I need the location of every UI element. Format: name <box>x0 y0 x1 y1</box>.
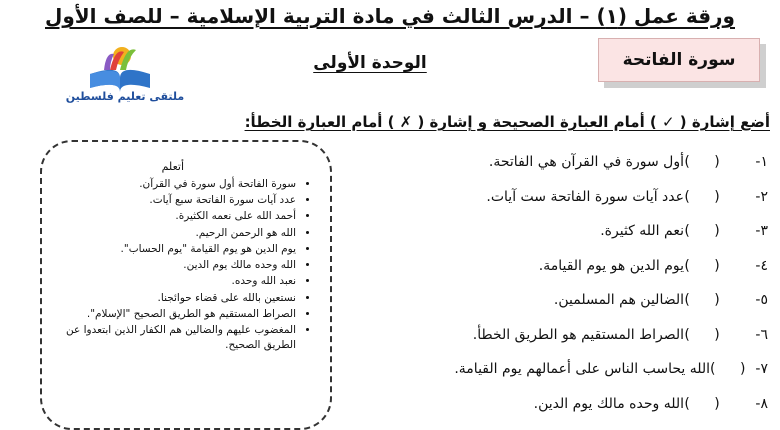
learn-item: • عدد آيات سورة الفاتحة سبع آيات. <box>52 193 296 208</box>
question-text: أول سورة في القرآن هي الفاتحة. <box>488 154 684 171</box>
lesson-title-box <box>598 38 760 82</box>
learn-item: • سورة الفاتحة أول سورة في القرآن. <box>52 177 296 192</box>
question-item <box>468 387 768 422</box>
question-item <box>468 145 768 180</box>
question-item <box>468 214 768 249</box>
question-text: يوم الدين هو يوم القيامة. <box>538 257 684 274</box>
question-item <box>468 249 768 284</box>
question-item <box>468 283 768 318</box>
question-number: ١- <box>755 154 768 171</box>
question-item <box>468 180 768 215</box>
question-number: ٨- <box>755 395 768 412</box>
question-number: ٣- <box>755 223 768 240</box>
question-number: ٦- <box>755 326 768 343</box>
answer-blank[interactable]: ( ) <box>710 361 756 378</box>
logo-text: ملتقى تعليم فلسطين <box>65 90 185 103</box>
learn-item: • الصراط المستقيم هو الطريق الصحيح "الإسلام". <box>52 307 296 322</box>
learn-item: • أحمد الله على نعمه الكثيرة. <box>52 209 296 224</box>
answer-blank[interactable]: ( ) <box>684 395 730 412</box>
answer-blank[interactable]: ( ) <box>684 257 730 274</box>
page-title: ورقة عمل (١) – الدرس الثالث في مادة التربية الإسلامية – للصف الأول <box>45 4 735 28</box>
question-text: عدد آيات سورة الفاتحة ست آيات. <box>486 188 684 205</box>
question-item <box>454 352 768 387</box>
answer-blank[interactable]: ( ) <box>684 188 730 205</box>
answer-blank[interactable]: ( ) <box>684 154 730 171</box>
learn-item: • الله وحده مالك يوم الدين. <box>52 258 296 273</box>
question-text: الله وحده مالك يوم الدين. <box>533 395 684 412</box>
learn-item: • يوم الدين هو يوم القيامة "يوم الحساب". <box>52 242 296 257</box>
question-item <box>468 318 768 353</box>
question-text: نعم الله كثيرة. <box>600 223 684 240</box>
book-icon <box>60 40 180 95</box>
learn-item: • نعبد الله وحده. <box>52 274 296 289</box>
learn-item: • المغضوب عليهم والضالين هم الكفار الذين ابتعدوا عن الطريق الصحيح. <box>52 323 296 353</box>
answer-blank[interactable]: ( ) <box>684 292 730 309</box>
question-number: ٢- <box>755 188 768 205</box>
question-number: ٤- <box>755 257 768 274</box>
learn-title: أتعلم <box>161 160 184 173</box>
question-number: ٥- <box>755 292 768 309</box>
learn-item: • نستعين بالله على قضاء حوائجنا. <box>52 291 296 306</box>
question-text: الله يحاسب الناس على أعمالهم يوم القيامة. <box>454 361 711 378</box>
lesson-title: سورة الفاتحة <box>622 50 736 70</box>
unit-title: الوحدة الأولى <box>313 53 427 73</box>
instructions: أضع إشارة ( ✓ ) أمام العبارة الصحيحة و إشارة ( ✗ ) أمام العبارة الخطأ: <box>244 113 770 131</box>
learn-item: • الله هو الرحمن الرحيم. <box>52 226 296 241</box>
learn-list <box>52 177 314 353</box>
question-number: ٧- <box>755 361 768 378</box>
answer-blank[interactable]: ( ) <box>684 326 730 343</box>
learn-box <box>40 140 332 430</box>
question-text: الضالين هم المسلمين. <box>553 292 684 309</box>
question-text: الصراط المستقيم هو الطريق الخطأ. <box>472 326 684 343</box>
logo <box>60 40 180 120</box>
questions-list <box>454 145 768 421</box>
answer-blank[interactable]: ( ) <box>684 223 730 240</box>
